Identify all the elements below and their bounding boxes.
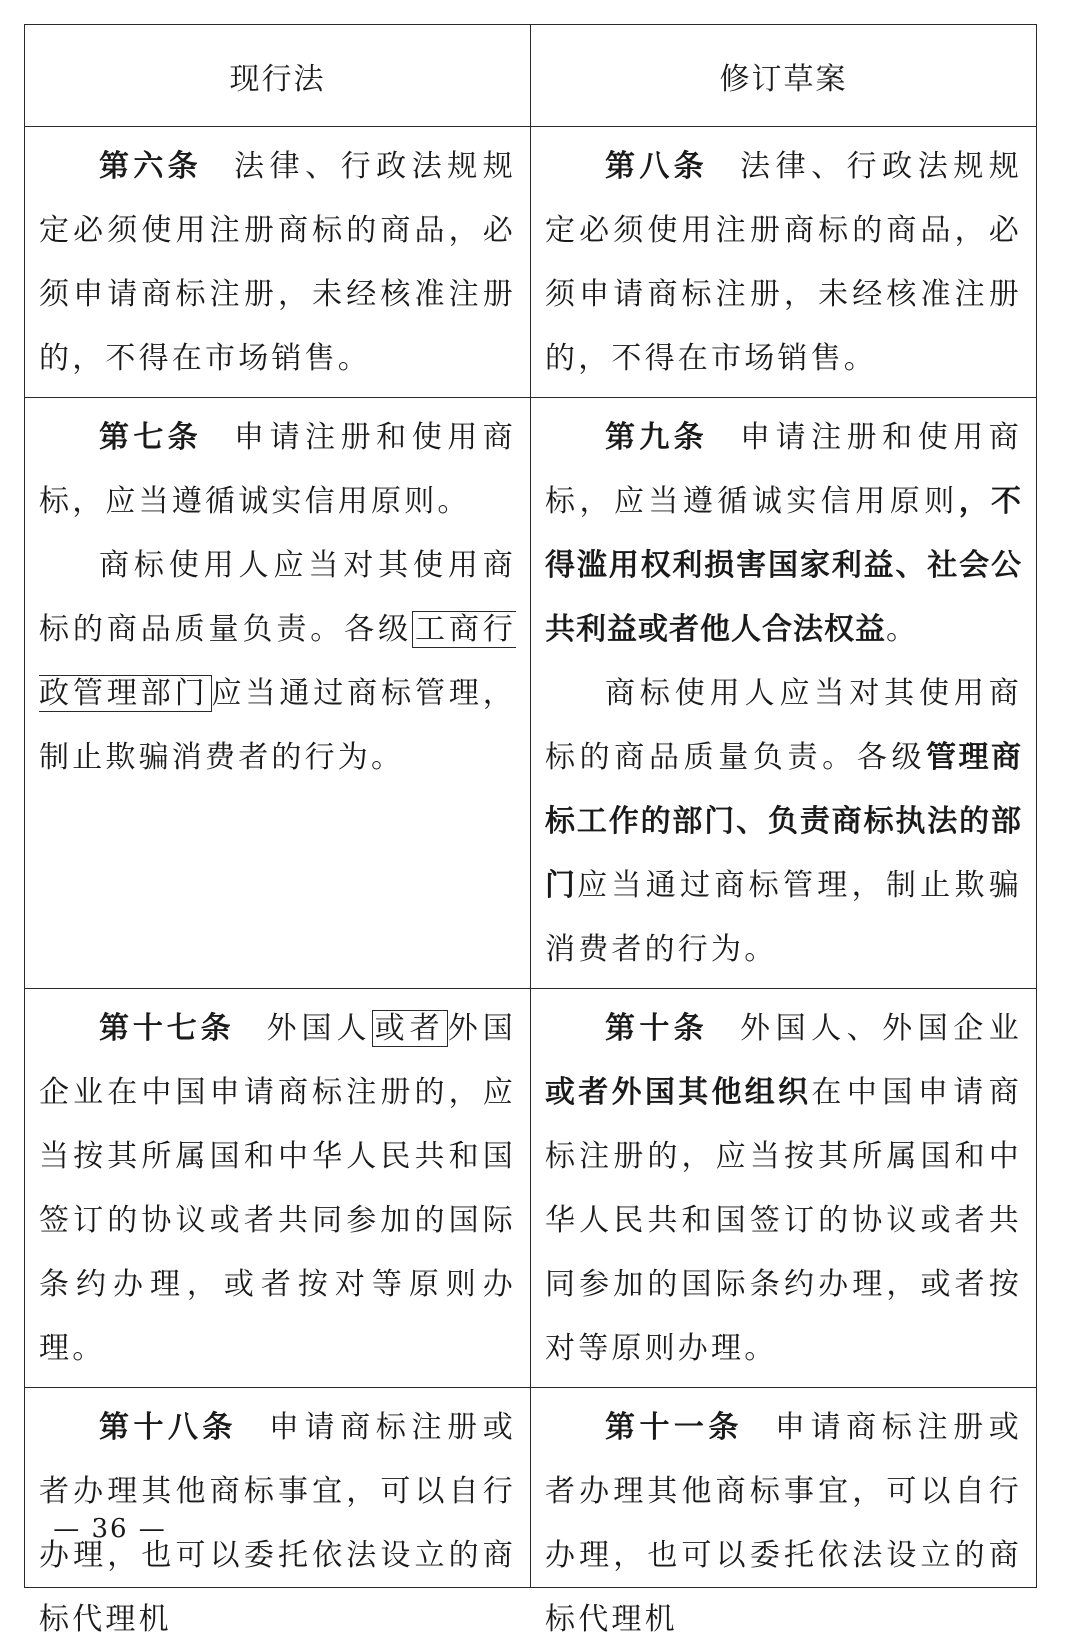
article-text: 法律、行政法规规定必须使用注册商标的商品，必须申请商标注册，未经核准注册的，不得在市场销售。 (545, 149, 1023, 376)
article-text: 申请注册和使用商标，应当遵循诚实信用原则 (545, 420, 1023, 519)
article-text: 外国企业在中国申请商标注册的，应当按其所属国和中华人民共和国签订的协议或者共同参加的国际条约办理，或者按对等原则办理。 (39, 1011, 517, 1366)
header-current-law: 现行法 (25, 25, 531, 127)
article-text: 应当通过商标管理，制止欺骗消费者的行为。 (39, 676, 517, 775)
table-row (25, 1388, 1037, 1588)
comparison-table (24, 24, 1037, 1637)
revision-draft-cell (531, 1388, 1037, 1637)
added-text: ，不得滥用权利损害国家利益、社会公共利益或者他人合法权益 (545, 484, 1022, 647)
article-paragraph (39, 997, 516, 1381)
current-law-cell (25, 989, 531, 1388)
table-row (25, 398, 1037, 989)
added-text: 管理商标工作的部门、负责商标执法的部门 (545, 740, 1023, 903)
article-number: 第十一条 (605, 1410, 743, 1445)
article-paragraph (545, 406, 1022, 662)
article-number: 第十七条 (99, 1011, 235, 1046)
deleted-text-box: 或者 (372, 1010, 448, 1047)
current-law-cell (25, 127, 531, 398)
article-number: 第八条 (605, 149, 709, 184)
article-text: 在中国申请商标注册的，应当按其所属国和中华人民共和国签订的协议或者共同参加的国际条约办理，或者按对等原则办理。 (545, 1075, 1023, 1366)
article-text: 法律、行政法规规定必须使用注册商标的商品，必须申请商标注册，未经核准注册的，不得在市场销售。 (39, 149, 517, 376)
current-law-cell (25, 1388, 531, 1637)
article-number: 第七条 (99, 420, 203, 455)
added-text: 或者外国其他组织 (545, 1075, 812, 1110)
article-text: 。 (886, 612, 920, 647)
article-text: 外国人 (266, 1011, 372, 1046)
article-number: 第九条 (605, 420, 709, 455)
article-paragraph (545, 1396, 1022, 1652)
article-paragraph (39, 135, 516, 391)
article-number: 第十条 (605, 1011, 709, 1046)
article-text: 商标使用人应当对其使用商标的商品质量负责。各级 (39, 548, 516, 647)
article-number: 第十八条 (99, 1410, 237, 1445)
article-text: 外国人、外国企业 (740, 1011, 1023, 1046)
article-text: 商标使用人应当对其使用商标的商品质量负责。各级 (545, 676, 1022, 775)
revision-draft-cell (531, 127, 1037, 398)
header-revision-draft: 修订草案 (531, 25, 1037, 127)
table-row (25, 989, 1037, 1388)
article-text: 申请商标注册或者办理其他商标事宜，可以自行办理，也可以委托依法设立的商标代理机 (545, 1410, 1022, 1637)
article-paragraph (39, 534, 516, 790)
article-number: 第六条 (99, 149, 203, 184)
revision-draft-cell (531, 989, 1037, 1388)
deleted-text-box: 工商行政管理部门 (39, 612, 516, 711)
current-law-cell (25, 398, 531, 989)
table-header-row (25, 25, 1037, 127)
article-paragraph (545, 135, 1022, 391)
article-text: 申请商标注册或者办理其他商标事宜，可以自行办理，也可以委托依法设立的商标代理机 (39, 1410, 516, 1637)
table-row (25, 127, 1037, 398)
article-paragraph (39, 406, 516, 534)
article-text: 申请注册和使用商标，应当遵循诚实信用原则。 (39, 420, 517, 519)
page-number: — 36 — (53, 1514, 167, 1544)
revision-draft-cell (531, 398, 1037, 989)
article-paragraph (545, 662, 1022, 982)
article-text: 应当通过商标管理，制止欺骗消费者的行为。 (545, 868, 1022, 967)
article-paragraph (545, 997, 1022, 1381)
